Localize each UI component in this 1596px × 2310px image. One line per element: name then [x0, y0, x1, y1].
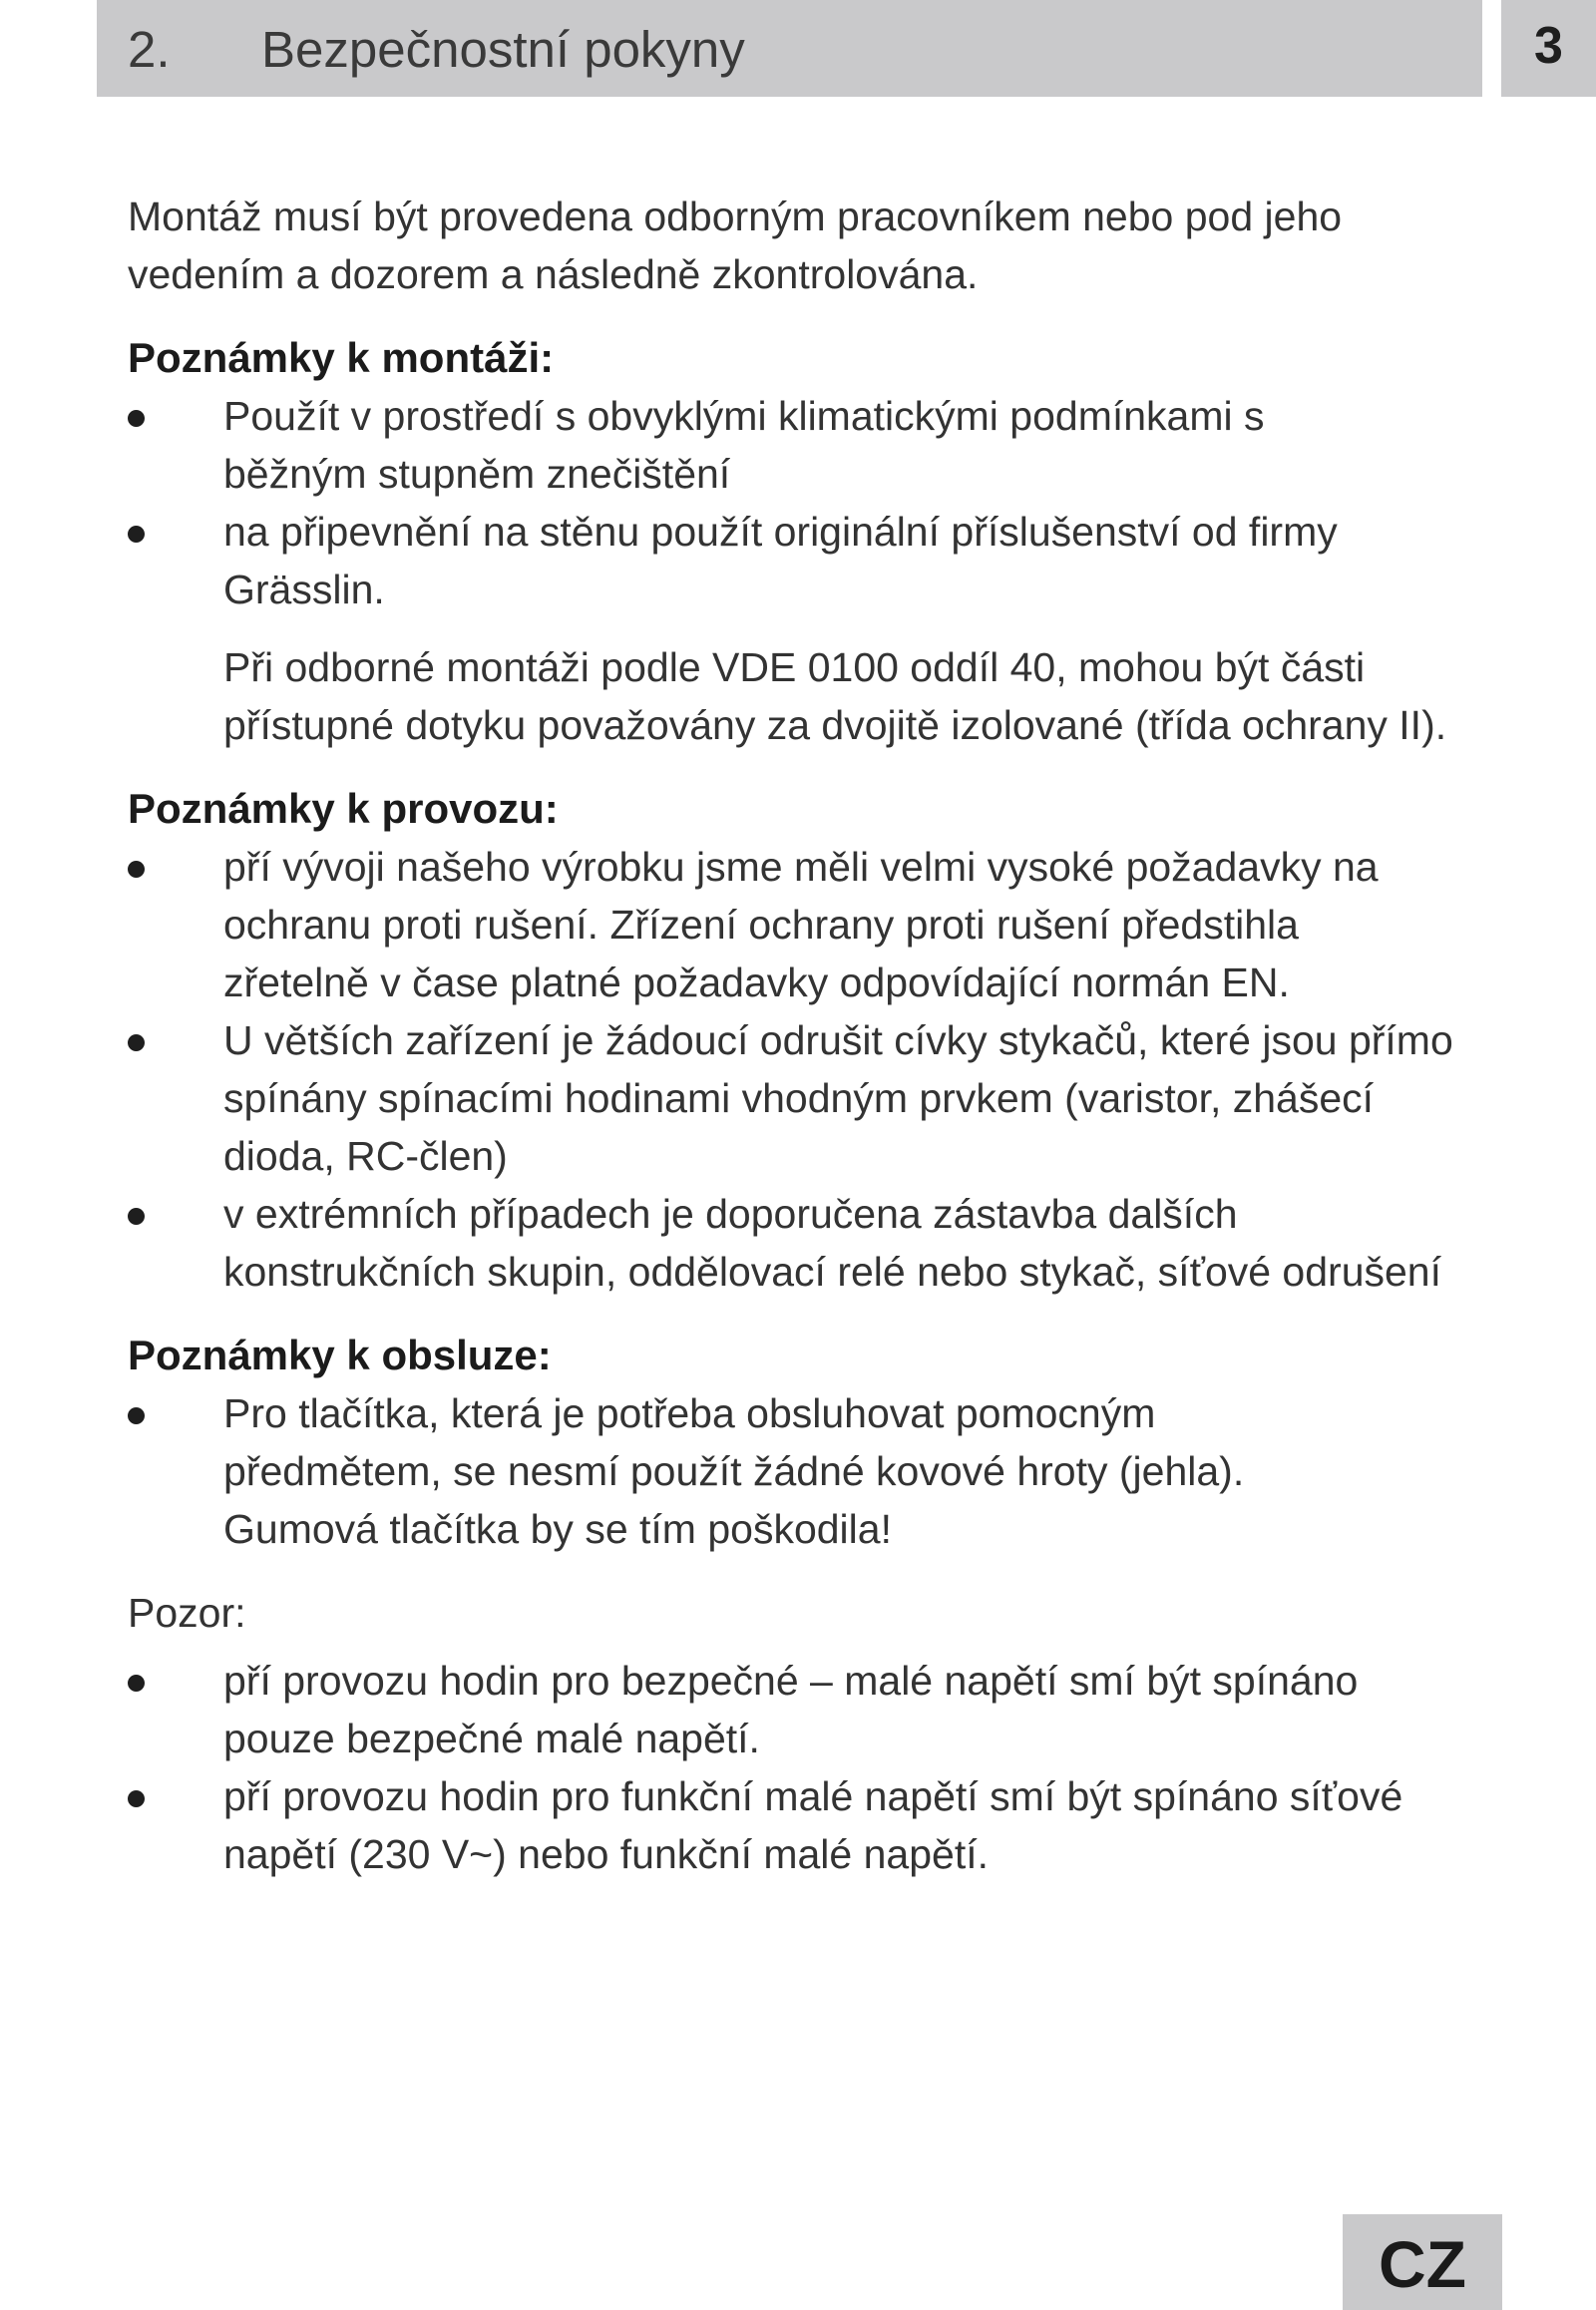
list-item: Pro tlačítka, která je potřeba obsluhovat pomocným předmětem, se nesmí použít žádné kovové hroty (jehla). Gumová tlačítka by se tím poškodila!: [128, 1384, 1385, 1558]
list-item: v extrémních případech je doporučena zástavba dalších konstrukčních skupin, oddělovací relé nebo stykač, síťové odrušení: [128, 1185, 1454, 1301]
page-number: 3: [1534, 17, 1563, 75]
list-item: U větších zařízení je žádoucí odrušit cívky stykačů, které jsou přímo spínány spínacími hodinami vhodným prvkem (varistor, zhášecí dioda, RC-člen): [128, 1011, 1454, 1185]
bullet-icon: [128, 861, 145, 878]
list-item: pří provozu hodin pro funkční malé napětí smí být spínáno síťové napětí (230 V~) nebo funkční malé napětí.: [128, 1767, 1424, 1883]
section-header: [97, 0, 1482, 97]
bullet-icon: [128, 1790, 145, 1807]
caution-label: Pozor:: [128, 1590, 246, 1636]
page-number-box: [1501, 0, 1596, 97]
section-number: 2.: [128, 21, 171, 78]
handling-heading: Poznámky k obsluze:: [128, 1332, 552, 1378]
operation-list: [128, 838, 1454, 1301]
handling-list: [128, 1384, 1385, 1558]
bullet-icon: [128, 1675, 145, 1692]
mounting-list: [128, 387, 1355, 618]
operation-heading: Poznámky k provozu:: [128, 785, 559, 832]
bullet-icon: [128, 1034, 145, 1051]
bullet-icon: [128, 1208, 145, 1225]
list-item: pří provozu hodin pro bezpečné – malé napětí smí být spínáno pouze bezpečné malé napětí.: [128, 1652, 1424, 1767]
bullet-icon: [128, 410, 145, 427]
section-title: Bezpečnostní pokyny: [261, 21, 745, 78]
mounting-heading: Poznámky k montáži:: [128, 334, 555, 381]
list-item: na připevnění na stěnu použít originální příslušenství od firmy Grässlin.: [128, 503, 1355, 618]
caution-list: [128, 1652, 1424, 1883]
bullet-icon: [128, 526, 145, 543]
mounting-note: Při odborné montáži podle VDE 0100 oddíl 40, mohou být části přístupné dotyku považovány za dvojitě izolované (třída ochrany II).: [223, 644, 1447, 748]
bullet-icon: [128, 1407, 145, 1424]
language-tab: [1343, 2214, 1502, 2310]
list-item: Použít v prostředí s obvyklými klimatickými podmínkami s běžným stupněm znečištění: [128, 387, 1355, 503]
list-item: pří vývoji našeho výrobku jsme měli velmi vysoké požadavky na ochranu proti rušení. Zřízení ochrany proti rušení předstihla zřetelně v čase platné požadavky odpovídající normán EN.: [128, 838, 1454, 1011]
language-code: CZ: [1379, 2227, 1466, 2301]
main-content: [128, 188, 1453, 1883]
intro-paragraph: Montáž musí být provedena odborným pracovníkem nebo pod jeho vedením a dozorem a následně zkontrolována.: [128, 193, 1343, 297]
